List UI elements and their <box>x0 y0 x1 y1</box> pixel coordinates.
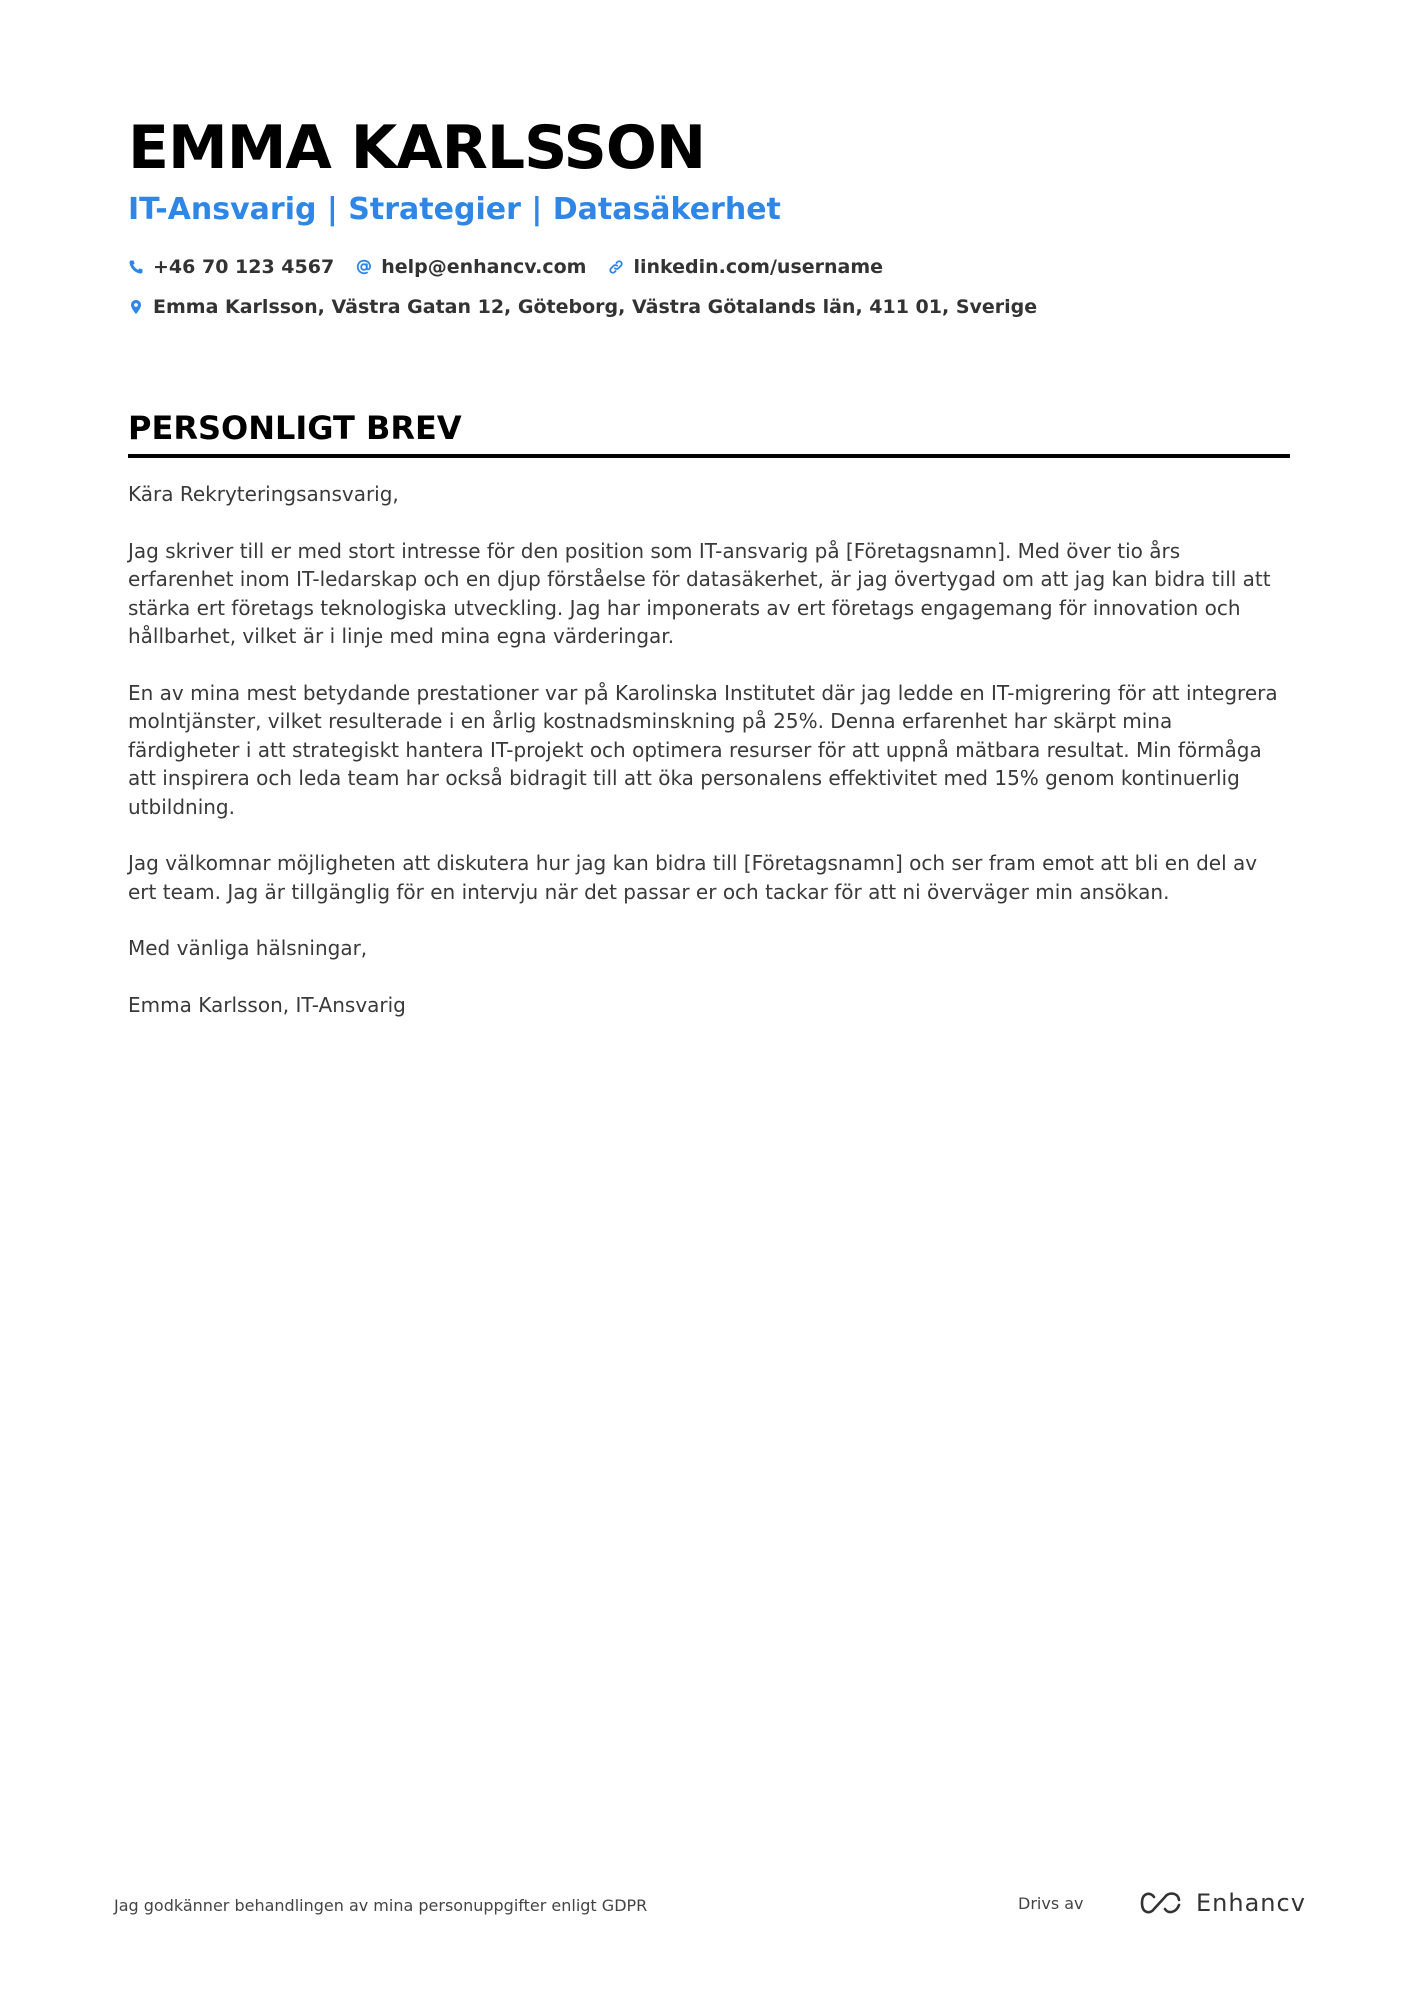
footer <box>114 1888 1306 1928</box>
link-icon <box>608 259 624 275</box>
letter-signature: Emma Karlsson, IT-Ansvarig <box>128 992 406 1017</box>
enhancv-brand-link[interactable] <box>1138 1888 1306 1918</box>
linkedin-text: linkedin.com/username <box>633 256 884 278</box>
phone-text: +46 70 123 4567 <box>153 256 335 278</box>
candidate-headline: IT-Ansvarig | Strategier | Datasäkerhet <box>128 192 781 227</box>
address-text: Emma Karlsson, Västra Gatan 12, Göteborg, Västra Götalands län, 411 01, Sverige <box>153 296 1038 318</box>
section-divider <box>128 454 1290 458</box>
contact-address <box>128 296 1037 318</box>
enhancv-logo-icon <box>1138 1888 1184 1918</box>
letter-greeting: Kära Rekryteringsansvarig, <box>128 482 399 506</box>
candidate-name: EMMA KARLSSON <box>128 113 706 183</box>
email-text: help@enhancv.com <box>381 256 587 278</box>
letter-body <box>128 480 1290 1047</box>
header <box>128 108 1288 324</box>
gdpr-consent-text: Jag godkänner behandlingen av mina personuppgifter enligt GDPR <box>114 1896 648 1915</box>
powered-by-label: Drivs av <box>1018 1894 1084 1913</box>
section-title: PERSONLIGT BREV <box>128 409 462 447</box>
at-icon <box>356 259 372 275</box>
letter-paragraph: En av mina mest betydande prestationer var på Karolinska Institutet där jag ledde en IT-migrering för att integrera molntjänster, vilket resulterade i en årlig kostnadsminskning på 25%. Denna erfarenhet har skärpt mina färdigheter i att strategiskt hantera IT-projekt och optimera resurser för att uppnå mätbara resultat. Min förmåga att inspirera och leda team har också bidragit till att öka personalens effektivitet med 15% genom kontinuerlig utbildning. <box>128 680 1278 819</box>
letter-paragraph: Jag välkomnar möjligheten att diskutera hur jag kan bidra till [Företagsnamn] och ser fram emot att bli en del av ert team. Jag är tillgänglig för en intervju när det passar er och tackar för att ni överväger min ansökan. <box>128 851 1258 904</box>
letter-paragraph: Jag skriver till er med stort intresse för den position som IT-ansvarig på [Företagsnamn]. Med över tio års erfarenhet inom IT-ledarskap och en djup förståelse för datasäkerhet, är jag övertygad om att jag kan bidra till att stärka ert företags teknologiska utveckling. Jag har imponerats av ert företags engagemang för innovation och hållbarhet, vilket är i linje med mina egna värderingar. <box>128 538 1271 648</box>
cover-letter-section <box>128 406 1290 458</box>
contact-phone[interactable] <box>128 256 334 278</box>
enhancv-brand-name: Enhancv <box>1196 1889 1306 1917</box>
letter-closing: Med vänliga hälsningar, <box>128 936 368 960</box>
contact-row <box>128 250 1288 284</box>
phone-icon <box>128 259 144 275</box>
location-pin-icon <box>128 299 144 315</box>
address-row <box>128 290 1288 324</box>
contact-linkedin[interactable] <box>608 256 883 278</box>
contact-email[interactable] <box>356 256 586 278</box>
